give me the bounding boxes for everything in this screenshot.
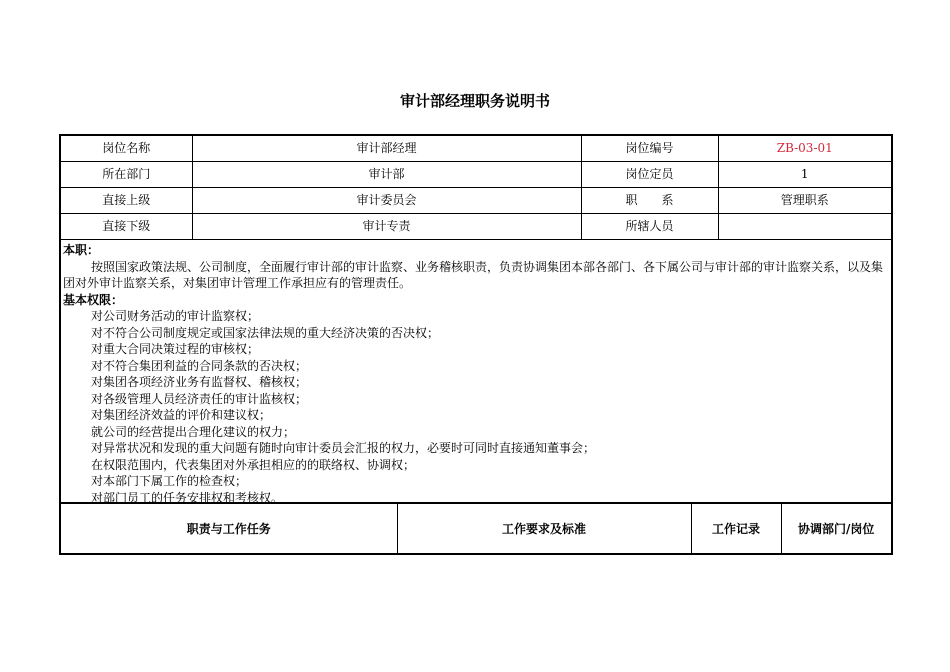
label-department: 所在部门 [60,162,192,188]
authority-item: 就公司的经营提出合理化建议的权力； [91,424,296,439]
value-position-code: ZB-03-01 [718,135,892,162]
header-duties-tasks: 职责与工作任务 [60,503,397,554]
authority-item: 对不符合公司制度规定或国家法律法规的重大经济决策的否决权； [91,325,440,340]
job-info-table [59,134,893,240]
header-coordination: 协调部门/岗位 [781,503,892,554]
authority-item: 对本部门下属工作的检查权； [91,474,248,488]
label-staff-under: 所辖人员 [581,214,718,240]
table-row [60,188,892,214]
value-department: 审计部 [192,162,581,188]
authority-item: 对重大合同决策过程的审核权； [91,342,260,356]
header-work-records: 工作记录 [691,503,781,554]
description-section [59,240,893,503]
authority-item: 对公司财务活动的审计监察权； [91,309,260,323]
authority-item: 对部门员工的任务安排权和考核权。 [91,490,284,503]
value-staff-under [718,214,892,240]
duties-header-table [59,502,893,555]
duty-text: 按照国家政策法规、公司制度，全面履行审计部的审计监察、业务稽核职责，负责协调集团本部各部门、各下属公司与审计部的审计监察关系，以及集团对外审计监察关系，对集团审计管理工作承担应有的管理责任。 [63,259,884,290]
label-position-code: 岗位编号 [581,135,718,162]
authority-item: 对各级管理人员经济责任的审计监核权； [91,391,308,406]
value-headcount: 1 [718,162,892,188]
label-direct-superior: 直接上级 [60,188,192,214]
label-job-family: 职 系 [581,188,718,214]
table-row [60,162,892,188]
label-position-name: 岗位名称 [60,135,192,162]
table-row [60,503,892,554]
authority-heading: 基本权限： [63,292,124,307]
page-title: 审计部经理职务说明书 [399,92,550,110]
label-headcount: 岗位定员 [581,162,718,188]
value-direct-superior: 审计委员会 [192,188,581,214]
value-position-name: 审计部经理 [192,135,581,162]
duty-heading: 本职： [63,243,100,257]
authority-item: 对集团经济效益的评价和建议权； [91,408,272,422]
table-row [60,214,892,240]
authority-item: 对集团各项经济业务有监督权、稽核权； [91,375,308,389]
table-row [60,135,892,162]
header-requirements-standards: 工作要求及标准 [397,503,691,554]
value-job-family: 管理职系 [718,188,892,214]
label-direct-subordinate: 直接下级 [60,214,192,240]
value-direct-subordinate: 审计专责 [192,214,581,240]
authority-item: 在权限范围内，代表集团对外承担相应的的联络权、协调权； [91,457,416,472]
authority-item: 对不符合集团利益的合同条款的否决权； [91,358,308,373]
authority-item: 对异常状况和发现的重大问题有随时向审计委员会汇报的权力，必要时可同时直接通知董事会； [91,441,596,455]
